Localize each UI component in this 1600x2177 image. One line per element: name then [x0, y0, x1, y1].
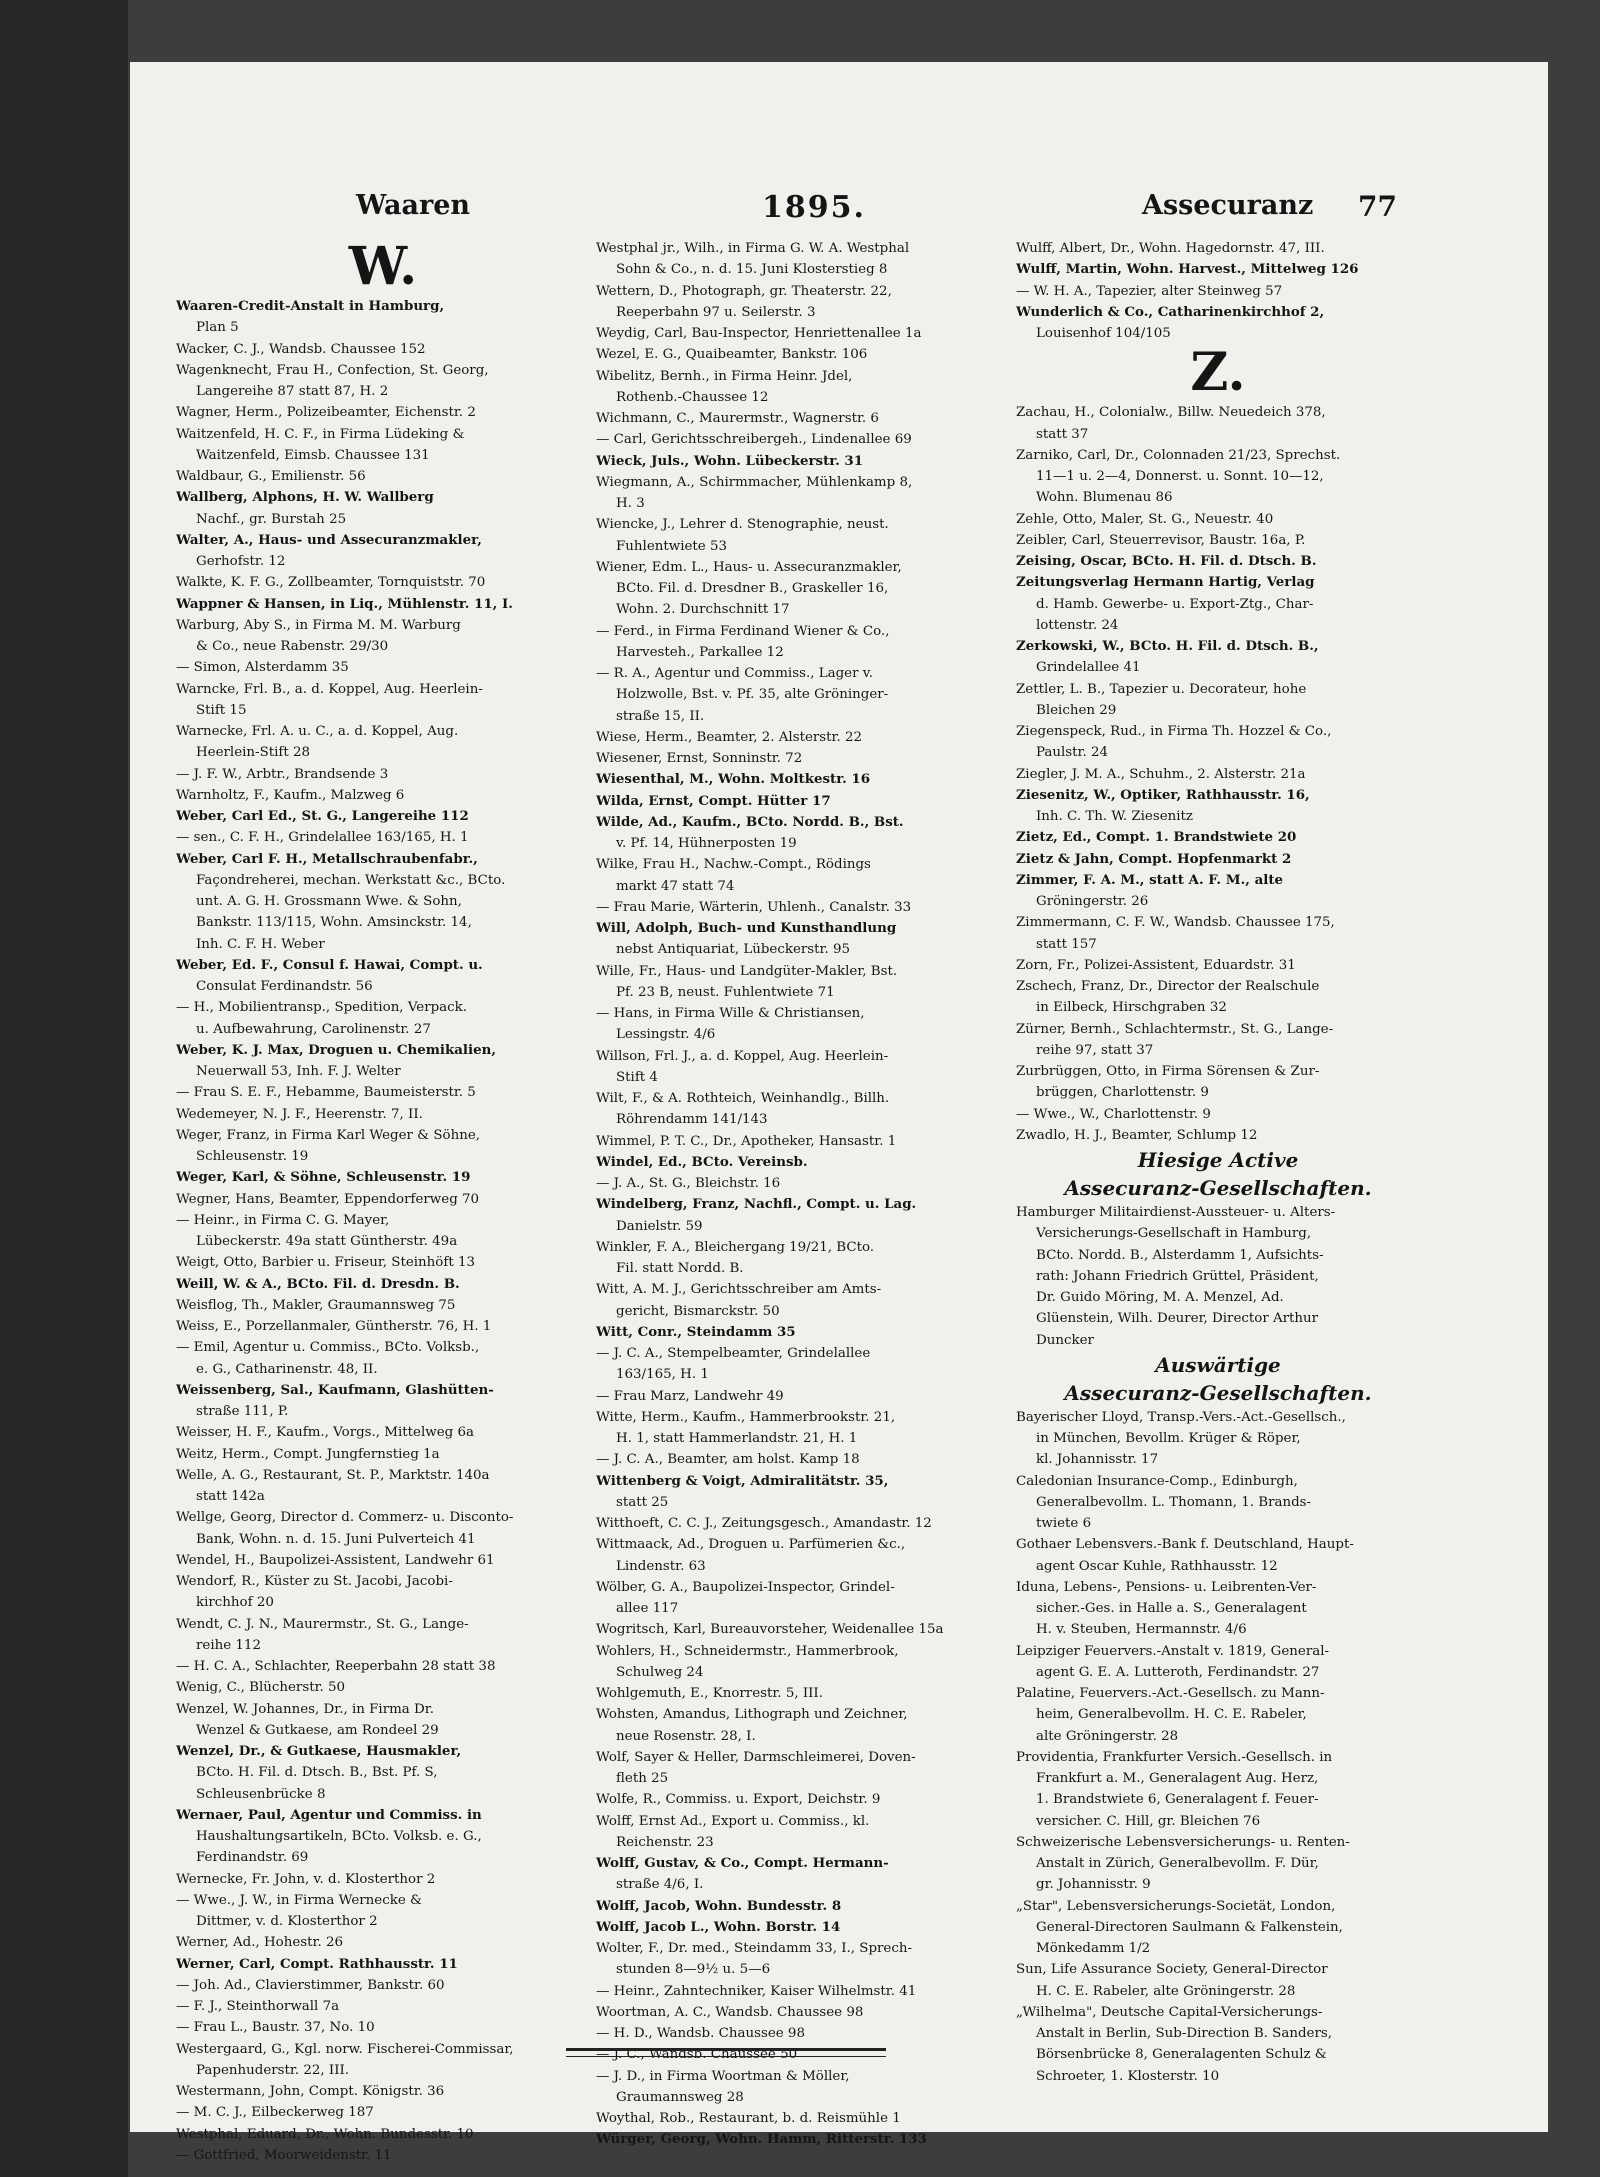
- directory-entry-line: Schleusenbrücke 8: [196, 1786, 326, 1802]
- directory-entry-line: Zeibler, Carl, Steuerrevisor, Baustr. 16a, P.: [1016, 532, 1306, 548]
- directory-entry-line: Heerlein-Stift 28: [196, 745, 311, 761]
- directory-entry-line: Wohn. 2. Durchschnitt 17: [616, 602, 790, 618]
- directory-entry-line: Fuhlentwiete 53: [616, 538, 728, 554]
- directory-entry-line: Waitzenfeld, Eimsb. Chaussee 131: [196, 447, 430, 463]
- directory-entry-line: kirchhof 20: [196, 1595, 274, 1611]
- directory-entry-line: Wille, Fr., Haus- und Landgüter-Makler, Bst.: [596, 963, 898, 979]
- directory-entry-line: Sohn & Co., n. d. 15. Juni Klosterstieg 8: [616, 262, 888, 278]
- directory-entry-line: — J. C. A., Stempelbeamter, Grindelallee: [596, 1346, 871, 1361]
- directory-entry-line: agent Oscar Kuhle, Rathhausstr. 12: [1036, 1558, 1278, 1574]
- directory-entry-line: Ziegenspeck, Rud., in Firma Th. Hozzel & Co.,: [1016, 724, 1332, 739]
- directory-entry-line: — R. A., Agentur und Commiss., Lager v.: [596, 666, 873, 681]
- directory-entry-line: versicher. C. Hill, gr. Bleichen 76: [1036, 1813, 1261, 1829]
- directory-entry-line: Wiencke, J., Lehrer d. Stenographie, neust.: [596, 517, 889, 533]
- column-2: [596, 238, 1012, 2151]
- directory-entry-line: Zurbrüggen, Otto, in Firma Sörensen & Zur-: [1016, 1064, 1320, 1079]
- directory-entry-line: Neuerwall 53, Inh. F. J. Welter: [196, 1064, 401, 1079]
- directory-entry-line: Wiesenthal, M., Wohn. Moltkestr. 16: [596, 771, 871, 788]
- directory-entry-line: Wilt, F., & A. Rothteich, Weinhandlg., Billh.: [596, 1091, 890, 1106]
- directory-entry-line: Warburg, Aby S., in Firma M. M. Warburg: [176, 617, 461, 633]
- directory-entry-line: Warncke, Frl. B., a. d. Koppel, Aug. Heerlein-: [176, 681, 483, 697]
- directory-entry-line: v. Pf. 14, Hühnerposten 19: [616, 836, 797, 851]
- directory-entry-line: Wolff, Ernst Ad., Export u. Commiss., kl.: [596, 1813, 870, 1829]
- header-section-left: Waaren: [356, 190, 470, 221]
- directory-entry-line: Zietz, Ed., Compt. 1. Brandstwiete 20: [1016, 829, 1297, 846]
- directory-entry-line: Waaren-Credit-Anstalt in Hamburg,: [176, 298, 445, 314]
- directory-entry-line: Weisser, H. F., Kaufm., Vorgs., Mittelweg 6a: [176, 1425, 474, 1441]
- column-3-entries-z: [1016, 402, 1420, 1146]
- directory-entry-line: Wedemeyer, N. J. F., Heerenstr. 7, II.: [176, 1106, 423, 1122]
- directory-entry-line: Schweizerische Lebensversicherungs- u. Renten-: [1016, 1834, 1350, 1850]
- directory-entry-line: Wiener, Edm. L., Haus- u. Assecuranzmakler,: [596, 559, 902, 575]
- directory-entry-line: Wenig, C., Blücherstr. 50: [176, 1680, 346, 1696]
- directory-entry-line: Westermann, John, Compt. Königstr. 36: [176, 2084, 445, 2099]
- directory-entry-line: Nachf., gr. Burstah 25: [196, 511, 347, 527]
- directory-entry-line: Zettler, L. B., Tapezier u. Decorateur, hohe: [1016, 681, 1307, 697]
- scan-border-left: [0, 0, 128, 2177]
- directory-entry-line: Warnecke, Frl. A. u. C., a. d. Koppel, Aug.: [176, 724, 459, 739]
- directory-entry-line: Frankfurt a. M., Generalagent Aug. Herz,: [1036, 1771, 1319, 1786]
- directory-entry-line: „Star", Lebensversicherungs-Societät, London,: [1016, 1898, 1336, 1914]
- directory-entry-line: Gerhofstr. 12: [196, 554, 286, 569]
- directory-entry-line: Zorn, Fr., Polizei-Assistent, Eduardstr. 31: [1016, 957, 1296, 973]
- directory-entry-line: — H. C. A., Schlachter, Reeperbahn 28 statt 38: [176, 1659, 496, 1674]
- directory-entry-line: Weber, Carl F. H., Metallschraubenfabr.,: [176, 850, 478, 867]
- directory-entry-line: Weiss, E., Porzellanmaler, Güntherstr. 76, H. 1: [176, 1319, 492, 1334]
- directory-entry-line: Wolff, Jacob, Wohn. Bundesstr. 8: [596, 1897, 842, 1914]
- bottom-rule-thin: [566, 2056, 886, 2057]
- directory-entry-line: Danielstr. 59: [616, 1218, 703, 1234]
- directory-entry-line: Warnholtz, F., Kaufm., Malzweg 6: [176, 787, 405, 803]
- directory-entry-line: Wilke, Frau H., Nachw.-Compt., Rödings: [596, 857, 871, 873]
- directory-entry-line: Wohlers, H., Schneidermstr., Hammerbrook,: [596, 1643, 899, 1659]
- directory-entry-line: Anstalt in Zürich, Generalbevollm. F. Dür,: [1036, 1856, 1319, 1871]
- directory-entry-line: Gröningerstr. 26: [1036, 894, 1149, 909]
- directory-entry-line: Wolter, F., Dr. med., Steindamm 33, I., Sprech-: [596, 1941, 912, 1956]
- directory-entry-line: Börsenbrücke 8, Generalagenten Schulz &: [1036, 2047, 1327, 2063]
- directory-entry-line: statt 37: [1036, 426, 1089, 442]
- directory-entry-line: Wieck, Juls., Wohn. Lübeckerstr. 31: [596, 452, 864, 469]
- directory-entry-line: Will, Adolph, Buch- und Kunsthandlung: [596, 920, 897, 936]
- directory-entry-line: Wezel, E. G., Quaibeamter, Bankstr. 106: [596, 347, 868, 363]
- directory-entry-line: Pf. 23 B, neust. Fuhlentwiete 71: [616, 984, 835, 1000]
- column-3-entries-top: [1016, 238, 1420, 344]
- directory-entry-line: Haushaltungsartikeln, BCto. Volksb. e. G.,: [196, 1829, 482, 1844]
- directory-entry-line: Zerkowski, W., BCto. H. Fil. d. Dtsch. B.,: [1016, 638, 1319, 654]
- directory-entry-line: Bayerischer Lloyd, Transp.-Vers.-Act.-Gesellsch.,: [1016, 1409, 1346, 1425]
- directory-entry-line: Wiesener, Ernst, Sonninstr. 72: [596, 751, 803, 766]
- directory-entry-line: Weber, K. J. Max, Droguen u. Chemikalien,: [176, 1041, 497, 1058]
- directory-entry-line: Wappner & Hansen, in Liq., Mühlenstr. 11, I.: [176, 595, 513, 612]
- directory-entry-line: Inh. C. Th. W. Ziesenitz: [1036, 809, 1193, 824]
- directory-entry-line: Weger, Karl, & Söhne, Schleusenstr. 19: [176, 1169, 471, 1186]
- directory-entry-line: e. G., Catharinenstr. 48, II.: [196, 1361, 378, 1377]
- directory-entry-line: Witthoeft, C. C. J., Zeitungsgesch., Amandastr. 12: [596, 1516, 932, 1531]
- directory-entry-line: Rothenb.-Chaussee 12: [616, 389, 769, 405]
- directory-entry-line: Bank, Wohn. n. d. 15. Juni Pulverteich 41: [196, 1531, 476, 1547]
- directory-entry-line: Leipziger Feuervers.-Anstalt v. 1819, General-: [1016, 1643, 1330, 1659]
- directory-entry-line: „Wilhelma", Deutsche Capital-Versicherungs-: [1016, 2004, 1323, 2020]
- directory-entry-line: — M. C. J., Eilbeckerweg 187: [176, 2105, 374, 2121]
- directory-entry-line: in Eilbeck, Hirschgraben 32: [1036, 1000, 1227, 1016]
- directory-entry-line: Reeperbahn 97 u. Seilerstr. 3: [616, 304, 816, 320]
- directory-entry-line: Louisenhof 104/105: [1036, 326, 1171, 341]
- directory-entry-line: Zwadlo, H. J., Beamter, Schlump 12: [1016, 1127, 1258, 1143]
- header-section-right: Assecuranz: [1142, 190, 1314, 221]
- directory-entry-line: Wagner, Herm., Polizeibeamter, Eichenstr. 2: [176, 405, 476, 421]
- directory-entry-line: — Wwe., W., Charlottenstr. 9: [1016, 1106, 1211, 1122]
- directory-entry-line: Anstalt in Berlin, Sub-Direction B. Sanders,: [1036, 2026, 1332, 2041]
- directory-entry-line: Plan 5: [196, 320, 239, 336]
- directory-entry-line: gr. Johannisstr. 9: [1036, 1877, 1151, 1893]
- directory-entry-line: nebst Antiquariat, Lübeckerstr. 95: [616, 942, 851, 958]
- directory-entry-line: statt 157: [1036, 936, 1097, 952]
- directory-entry-line: — Emil, Agentur u. Commiss., BCto. Volksb.,: [176, 1340, 480, 1356]
- directory-entry-line: Schleusenstr. 19: [196, 1149, 309, 1164]
- directory-entry-line: & Co., neue Rabenstr. 29/30: [196, 639, 389, 654]
- directory-entry-line: Lindenstr. 63: [616, 1558, 706, 1574]
- directory-entry-line: sicher.-Ges. in Halle a. S., Generalagent: [1036, 1601, 1307, 1616]
- directory-entry-line: 1. Brandstwiete 6, Generalagent f. Feuer-: [1036, 1792, 1319, 1808]
- directory-entry-line: Weill, W. & A., BCto. Fil. d. Dresdn. B.: [176, 1275, 460, 1292]
- directory-entry-line: — Ferd., in Firma Ferdinand Wiener & Co.,: [596, 623, 890, 639]
- directory-entry-line: BCto. Nordd. B., Alsterdamm 1, Aufsichts-: [1036, 1247, 1324, 1263]
- directory-entry-line: Waitzenfeld, H. C. F., in Firma Lüdeking &: [176, 426, 465, 442]
- directory-entry-line: Wendel, H., Baupolizei-Assistent, Landwehr 61: [176, 1552, 495, 1568]
- directory-entry-line: heim, Generalbevollm. H. C. E. Rabeler,: [1036, 1707, 1307, 1723]
- directory-entry-line: straße 15, II.: [616, 708, 705, 724]
- directory-entry-line: Wenzel, Dr., & Gutkaese, Hausmakler,: [176, 1743, 462, 1759]
- column-3: [1016, 238, 1420, 2087]
- section-title-active: Hiesige Active: [1137, 1148, 1299, 1172]
- directory-entry-line: Wilda, Ernst, Compt. Hütter 17: [596, 792, 831, 809]
- directory-entry-line: Consulat Ferdinandstr. 56: [196, 979, 373, 994]
- directory-entry-line: Waldbaur, G., Emilienstr. 56: [176, 469, 366, 484]
- directory-entry-line: — J. A., St. G., Bleichstr. 16: [596, 1176, 781, 1191]
- directory-entry-line: — Gottfried, Moorweidenstr. 11: [176, 2147, 392, 2163]
- directory-entry-line: Ziesenitz, W., Optiker, Rathhausstr. 16,: [1016, 786, 1310, 803]
- directory-entry-line: Caledonian Insurance-Comp., Edinburgh,: [1016, 1473, 1298, 1489]
- directory-entry-line: Zimmermann, C. F. W., Wandsb. Chaussee 175,: [1016, 915, 1335, 931]
- directory-entry-line: in München, Bevollm. Krüger & Röper,: [1036, 1431, 1301, 1446]
- directory-entry-line: Wolfe, R., Commiss. u. Export, Deichstr. 9: [596, 1792, 881, 1808]
- directory-entry-line: Gothaer Lebensvers.-Bank f. Deutschland, Haupt-: [1016, 1537, 1354, 1553]
- directory-entry-line: Versicherungs-Gesellschaft in Hamburg,: [1036, 1226, 1312, 1242]
- letter-heading-z: Z.: [1190, 342, 1246, 404]
- directory-entry-line: — Frau S. E. F., Hebamme, Baumeisterstr. 5: [176, 1085, 476, 1101]
- directory-entry-line: Ferdinandstr. 69: [196, 1850, 309, 1866]
- directory-entry-line: Weigt, Otto, Barbier u. Friseur, Steinhöft 13: [176, 1255, 475, 1271]
- directory-entry-line: — sen., C. F. H., Grindelallee 163/165, H. 1: [176, 830, 469, 846]
- column-2-entries: [596, 238, 1012, 2151]
- directory-entry-line: Wolff, Gustav, & Co., Compt. Hermann-: [596, 1855, 889, 1871]
- directory-entry-line: straße 111, P.: [196, 1404, 289, 1419]
- directory-entry-line: fleth 25: [616, 1771, 669, 1786]
- directory-entry-line: — Wwe., J. W., in Firma Wernecke &: [176, 1892, 422, 1908]
- directory-entry-line: — Frau Marz, Landwehr 49: [596, 1388, 784, 1404]
- directory-entry-line: H. 1, statt Hammerlandstr. 21, H. 1: [616, 1431, 858, 1446]
- directory-entry-line: — Joh. Ad., Clavierstimmer, Bankstr. 60: [176, 1977, 445, 1993]
- directory-entry-line: Wegner, Hans, Beamter, Eppendorferweg 70: [176, 1191, 480, 1207]
- directory-entry-line: Dr. Guido Möring, M. A. Menzel, Ad.: [1036, 1290, 1284, 1305]
- directory-entry-line: Wogritsch, Karl, Bureauvorsteher, Weidenallee 15a: [596, 1622, 944, 1638]
- directory-entry-line: Windel, Ed., BCto. Vereinsb.: [596, 1153, 808, 1170]
- directory-entry-line: Glüenstein, Wilh. Deurer, Director Arthur: [1036, 1311, 1319, 1327]
- directory-entry-line: Wallberg, Alphons, H. W. Wallberg: [176, 489, 434, 506]
- directory-entry-line: — Hans, in Firma Wille & Christiansen,: [596, 1006, 865, 1021]
- directory-entry-line: Zeising, Oscar, BCto. H. Fil. d. Dtsch. B.: [1016, 553, 1317, 569]
- section-title-foreign: Auswärtige: [1155, 1352, 1281, 1377]
- directory-entry-line: Wulff, Albert, Dr., Wohn. Hagedornstr. 47, III.: [1016, 241, 1325, 256]
- directory-entry-line: H. v. Steuben, Hermannstr. 4/6: [1036, 1622, 1247, 1638]
- directory-entry-line: Wimmel, P. T. C., Dr., Apotheker, Hansastr. 1: [596, 1133, 897, 1149]
- directory-entry-line: Röhrendamm 141/143: [616, 1112, 768, 1128]
- directory-entry-line: Wölber, G. A., Baupolizei-Inspector, Grindel-: [596, 1579, 895, 1595]
- directory-entry-line: Weber, Carl Ed., St. G., Langereihe 112: [176, 808, 469, 824]
- section-title-foreign-sub: Assecuranz-Gesellschaften.: [1064, 1380, 1372, 1405]
- directory-entry-line: Wulff, Martin, Wohn. Harvest., Mittelweg 126: [1016, 261, 1359, 278]
- directory-entry-line: Welle, A. G., Restaurant, St. P., Marktstr. 140a: [176, 1467, 490, 1483]
- directory-entry-line: Schroeter, 1. Klosterstr. 10: [1036, 2068, 1220, 2084]
- column-3-entries-foreign: [1016, 1407, 1420, 2087]
- column-1-entries: [176, 296, 590, 2166]
- directory-entry-line: — Simon, Alsterdamm 35: [176, 660, 349, 676]
- directory-entry-line: d. Hamb. Gewerbe- u. Export-Ztg., Char-: [1036, 596, 1314, 612]
- directory-entry-line: stunden 8—9½ u. 5—6: [616, 1962, 771, 1978]
- directory-entry-line: Wunderlich & Co., Catharinenkirchhof 2,: [1016, 303, 1325, 320]
- directory-entry-line: Zimmer, F. A. M., statt A. F. M., alte: [1016, 871, 1284, 888]
- directory-entry-line: Lübeckerstr. 49a statt Güntherstr. 49a: [196, 1234, 458, 1249]
- directory-entry-line: Façondreherei, mechan. Werkstatt &c., BCto.: [196, 872, 506, 888]
- directory-entry-line: Walter, A., Haus- und Assecuranzmakler,: [176, 531, 482, 548]
- directory-entry-line: Mönkedamm 1/2: [1036, 1941, 1151, 1956]
- directory-entry-line: Wernecke, Fr. John, v. d. Klosterthor 2: [176, 1871, 436, 1887]
- directory-entry-line: Hamburger Militairdienst-Aussteuer- u. Alters-: [1016, 1205, 1336, 1220]
- directory-entry-line: H. 3: [616, 496, 645, 511]
- directory-entry-line: Sun, Life Assurance Society, General-Director: [1016, 1962, 1328, 1978]
- directory-entry-line: kl. Johannisstr. 17: [1036, 1452, 1159, 1468]
- directory-entry-line: Wiese, Herm., Beamter, 2. Alsterstr. 22: [596, 729, 863, 745]
- directory-entry-line: Windelberg, Franz, Nachfl., Compt. u. Lag.: [596, 1196, 917, 1213]
- directory-entry-line: 11—1 u. 2—4, Donnerst. u. Sonnt. 10—12,: [1036, 469, 1324, 484]
- directory-entry-line: Witte, Herm., Kaufm., Hammerbrookstr. 21,: [596, 1409, 896, 1425]
- directory-entry-line: Wohn. Blumenau 86: [1036, 490, 1173, 506]
- directory-entry-line: Wenzel & Gutkaese, am Rondeel 29: [196, 1722, 439, 1738]
- directory-entry-line: Inh. C. F. H. Weber: [196, 936, 325, 952]
- directory-entry-line: straße 4/6, I.: [616, 1877, 704, 1893]
- directory-entry-line: — Heinr., in Firma C. G. Mayer,: [176, 1212, 390, 1228]
- directory-entry-line: — F. J., Steinthorwall 7a: [176, 1999, 340, 2014]
- directory-entry-line: allee 117: [616, 1601, 679, 1616]
- directory-entry-line: Wenzel, W. Johannes, Dr., in Firma Dr.: [176, 1701, 434, 1717]
- column-3-entries-active: [1016, 1202, 1420, 1351]
- directory-entry-line: — J. C. A., Beamter, am holst. Kamp 18: [596, 1452, 860, 1468]
- directory-entry-line: Harvesteh., Parkallee 12: [616, 644, 784, 660]
- directory-entry-line: Wolff, Jacob L., Wohn. Borstr. 14: [596, 1918, 841, 1935]
- directory-entry-line: markt 47 statt 74: [616, 878, 735, 894]
- directory-entry-line: Werner, Ad., Hohestr. 26: [176, 1935, 344, 1951]
- directory-entry-line: Zeitungsverlag Hermann Hartig, Verlag: [1016, 574, 1315, 591]
- directory-entry-line: Wendorf, R., Küster zu St. Jacobi, Jacobi-: [176, 1574, 453, 1589]
- directory-entry-line: — H., Mobilientransp., Spedition, Verpack.: [176, 1000, 468, 1016]
- directory-entry-line: Zehle, Otto, Maler, St. G., Neuestr. 40: [1016, 511, 1274, 527]
- directory-entry-line: Wernaer, Paul, Agentur und Commiss. in: [176, 1806, 482, 1823]
- directory-entry-line: brüggen, Charlottenstr. 9: [1036, 1085, 1209, 1101]
- directory-entry-line: Iduna, Lebens-, Pensions- u. Leibrenten-Ver-: [1016, 1579, 1317, 1595]
- directory-entry-line: Weitz, Herm., Compt. Jungfernstieg 1a: [176, 1446, 440, 1462]
- directory-entry-line: Weisflog, Th., Makler, Graumannsweg 75: [176, 1297, 456, 1313]
- directory-entry-line: Schulweg 24: [616, 1664, 704, 1680]
- directory-entry-line: Zachau, H., Colonialw., Billw. Neuedeich 378,: [1016, 405, 1326, 421]
- directory-entry-line: Stift 4: [616, 1069, 658, 1085]
- directory-entry-line: twiete 6: [1036, 1516, 1092, 1531]
- directory-entry-line: Duncker: [1036, 1332, 1094, 1348]
- directory-entry-line: Zarniko, Carl, Dr., Colonnaden 21/23, Sprechst.: [1016, 447, 1341, 463]
- directory-entry-line: — Carl, Gerichtsschreibergeh., Lindenallee 69: [596, 432, 912, 448]
- directory-entry-line: statt 25: [616, 1494, 669, 1510]
- directory-entry-line: Wittmaack, Ad., Droguen u. Parfümerien &c.,: [596, 1537, 906, 1553]
- directory-entry-line: Westphal, Eduard, Dr., Wohn. Bundesstr. 10: [176, 2126, 474, 2142]
- bottom-rule-thick: [566, 2048, 886, 2051]
- page-number: 77: [1358, 190, 1397, 223]
- header-year: 1895.: [762, 190, 866, 225]
- directory-entry-line: Bleichen 29: [1036, 702, 1117, 718]
- directory-entry-line: — J. C., Wandsb. Chaussee 50: [596, 2047, 798, 2063]
- directory-entry-line: Wolf, Sayer & Heller, Darmschleimerei, Doven-: [596, 1749, 916, 1765]
- directory-entry-line: Weydig, Carl, Bau-Inspector, Henriettenallee 1a: [596, 326, 922, 341]
- directory-entry-line: Fil. statt Nordd. B.: [616, 1261, 744, 1276]
- directory-entry-line: alte Gröningerstr. 28: [1036, 1728, 1179, 1744]
- page-header: [130, 190, 1548, 230]
- directory-entry-line: Papenhuderstr. 22, III.: [196, 2062, 350, 2078]
- directory-entry-line: Stift 15: [196, 702, 247, 718]
- directory-entry-line: BCto. H. Fil. d. Dtsch. B., Bst. Pf. S,: [196, 1765, 438, 1781]
- directory-entry-line: Woythal, Rob., Restaurant, b. d. Reismühle 1: [596, 2111, 901, 2126]
- directory-entry-line: Wilde, Ad., Kaufm., BCto. Nordd. B., Bst.: [596, 813, 904, 830]
- directory-entry-line: Weger, Franz, in Firma Karl Weger & Söhne,: [176, 1127, 480, 1143]
- directory-entry-line: Witt, Conr., Steindamm 35: [596, 1323, 796, 1340]
- directory-entry-line: Palatine, Feuervers.-Act.-Gesellsch. zu Mann-: [1016, 1686, 1325, 1701]
- directory-entry-line: u. Aufbewahrung, Carolinenstr. 27: [196, 1021, 431, 1037]
- directory-entry-line: General-Directoren Saulmann & Falkenstein,: [1036, 1919, 1343, 1935]
- directory-entry-line: Wichmann, C., Maurermstr., Wagnerstr. 6: [596, 411, 879, 426]
- directory-entry-line: — J. F. W., Arbtr., Brandsende 3: [176, 766, 389, 782]
- directory-entry-line: Wagenknecht, Frau H., Confection, St. Georg,: [176, 362, 489, 378]
- directory-entry-line: Dittmer, v. d. Klosterthor 2: [196, 1914, 378, 1929]
- letter-heading-w: W.: [348, 236, 418, 297]
- directory-entry-line: Holzwolle, Bst. v. Pf. 35, alte Gröninger-: [616, 687, 889, 703]
- directory-entry-line: Ziegler, J. M. A., Schuhm., 2. Alsterstr. 21a: [1016, 766, 1306, 782]
- directory-entry-line: — H. D., Wandsb. Chaussee 98: [596, 2026, 805, 2041]
- directory-entry-line: Westergaard, G., Kgl. norw. Fischerei-Commissar,: [176, 2041, 514, 2057]
- directory-entry-line: Bankstr. 113/115, Wohn. Amsinckstr. 14,: [196, 915, 472, 931]
- directory-entry-line: Generalbevollm. L. Thomann, 1. Brands-: [1036, 1494, 1312, 1510]
- directory-entry-line: — Heinr., Zahntechniker, Kaiser Wilhelmstr. 41: [596, 1983, 917, 1999]
- directory-entry-line: Wettern, D., Photograph, gr. Theaterstr. 22,: [596, 283, 892, 299]
- directory-entry-line: Wacker, C. J., Wandsb. Chaussee 152: [176, 341, 426, 357]
- directory-entry-line: Zschech, Franz, Dr., Director der Realschule: [1016, 979, 1320, 994]
- directory-entry-line: reihe 112: [196, 1637, 261, 1653]
- directory-entry-line: Weber, Ed. F., Consul f. Hawai, Compt. u.: [176, 956, 483, 973]
- directory-entry-line: — Frau Marie, Wärterin, Uhlenh., Canalstr. 33: [596, 899, 912, 915]
- column-1: [176, 238, 590, 2166]
- directory-entry-line: Würger, Georg, Wohn. Hamm, Ritterstr. 133: [596, 2131, 927, 2148]
- directory-entry-line: Wiegmann, A., Schirmmacher, Mühlenkamp 8,: [596, 474, 913, 490]
- directory-entry-line: unt. A. G. H. Grossmann Wwe. & Sohn,: [196, 894, 462, 909]
- directory-entry-line: Walkte, K. F. G., Zollbeamter, Tornquiststr. 70: [176, 575, 486, 591]
- directory-entry-line: agent G. E. A. Lutteroth, Ferdinandstr. 27: [1036, 1664, 1320, 1680]
- directory-entry-line: — J. D., in Firma Woortman & Möller,: [596, 2068, 850, 2084]
- directory-entry-line: Graumannsweg 28: [616, 2089, 744, 2105]
- directory-entry-line: Wendt, C. J. N., Maurermstr., St. G., Lange-: [176, 1616, 469, 1632]
- directory-entry-line: H. C. E. Rabeler, alte Gröningerstr. 28: [1036, 1983, 1296, 1999]
- directory-entry-line: reihe 97, statt 37: [1036, 1042, 1154, 1058]
- directory-entry-line: Wohlgemuth, E., Knorrestr. 5, III.: [596, 1686, 823, 1701]
- directory-entry-line: Werner, Carl, Compt. Rathhausstr. 11: [176, 1955, 458, 1972]
- directory-entry-line: — W. H. A., Tapezier, alter Steinweg 57: [1016, 283, 1283, 299]
- section-title-active-sub: Assecuranz-Gesellschaften.: [1064, 1176, 1372, 1200]
- directory-entry-line: Wohsten, Amandus, Lithograph und Zeichner,: [596, 1707, 908, 1723]
- directory-entry-line: gericht, Bismarckstr. 50: [616, 1303, 780, 1319]
- directory-entry-line: Lessingstr. 4/6: [616, 1027, 716, 1043]
- directory-entry-line: rath: Johann Friedrich Grüttel, Präsident,: [1036, 1268, 1319, 1284]
- directory-entry-line: Woortman, A. C., Wandsb. Chaussee 98: [596, 2004, 864, 2020]
- directory-entry-line: Weissenberg, Sal., Kaufmann, Glashütten-: [176, 1381, 494, 1398]
- directory-entry-line: Witt, A. M. J., Gerichtsschreiber am Amts-: [596, 1282, 882, 1298]
- directory-entry-line: Providentia, Frankfurter Versich.-Gesellsch. in: [1016, 1749, 1333, 1765]
- directory-entry-line: Wittenberg & Voigt, Admiralitätstr. 35,: [596, 1472, 889, 1489]
- directory-entry-line: BCto. Fil. d. Dresdner B., Graskeller 16,: [616, 581, 889, 596]
- directory-entry-line: 163/165, H. 1: [616, 1367, 709, 1383]
- directory-entry-line: Wibelitz, Bernh., in Firma Heinr. Jdel,: [596, 368, 853, 384]
- directory-entry-line: lottenstr. 24: [1036, 617, 1119, 633]
- directory-entry-line: neue Rosenstr. 28, I.: [616, 1728, 756, 1744]
- directory-entry-line: Langereihe 87 statt 87, H. 2: [196, 384, 389, 399]
- directory-entry-line: Winkler, F. A., Bleichergang 19/21, BCto.: [596, 1239, 875, 1255]
- directory-entry-line: Zietz & Jahn, Compt. Hopfenmarkt 2: [1016, 850, 1292, 867]
- directory-entry-line: — Frau L., Baustr. 37, No. 10: [176, 2020, 375, 2036]
- directory-entry-line: Wellge, Georg, Director d. Commerz- u. Disconto-: [176, 1510, 514, 1526]
- directory-page: [130, 62, 1548, 2163]
- directory-entry-line: Zürner, Bernh., Schlachtermstr., St. G., Lange-: [1016, 1021, 1334, 1037]
- directory-entry-line: Grindelallee 41: [1036, 660, 1141, 676]
- directory-entry-line: Willson, Frl. J., a. d. Koppel, Aug. Heerlein-: [596, 1048, 889, 1064]
- directory-entry-line: Reichenstr. 23: [616, 1834, 714, 1850]
- directory-entry-line: Westphal jr., Wilh., in Firma G. W. A. Westphal: [596, 241, 910, 256]
- directory-entry-line: Paulstr. 24: [1036, 745, 1109, 761]
- directory-entry-line: statt 142a: [196, 1489, 265, 1504]
